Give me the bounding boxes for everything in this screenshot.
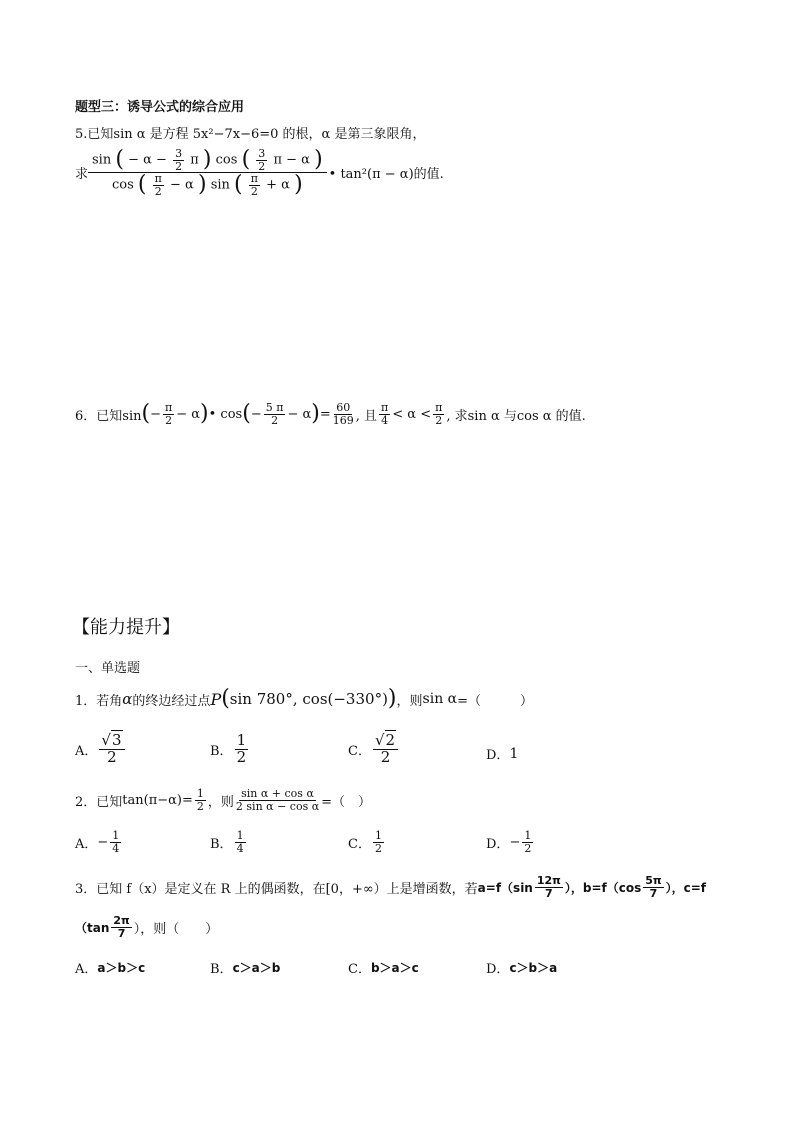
mc2-then: ，则 bbox=[207, 794, 234, 810]
q5-num-frac-bot: 2 bbox=[175, 159, 183, 173]
q5-num-sin: sin bbox=[92, 152, 112, 168]
q6-f4-top: π bbox=[381, 401, 389, 414]
option-label: C． bbox=[348, 836, 371, 852]
q5-num-frac2-top: 3 bbox=[258, 147, 266, 160]
mc2-option-d[interactable] bbox=[486, 830, 535, 854]
mc3-c-label: ），c=f bbox=[665, 880, 706, 895]
q5-den-frac-bot: 2 bbox=[154, 184, 162, 198]
mc3-stem: 3．已知 f（x）是定义在 R 上的偶函数，在[0，+∞）上是增函数，若 bbox=[75, 881, 478, 897]
mc2-option-a[interactable] bbox=[75, 830, 123, 854]
q6-f3-bot: 169 bbox=[332, 413, 354, 427]
mc3-a-top: 12π bbox=[536, 874, 561, 887]
mc1-alpha: α bbox=[122, 690, 133, 708]
option-text: a＞b＞c bbox=[97, 961, 146, 975]
option-label: A． bbox=[75, 836, 98, 852]
mc2-option-c[interactable] bbox=[348, 830, 386, 854]
q5-line1: 5.已知sin α 是方程 5x²−7x−6=0 的根，α 是第三象限角， bbox=[75, 127, 426, 142]
option-text: b＞a＞c bbox=[370, 961, 419, 975]
single-choice-heading: 一、单选题 bbox=[75, 661, 141, 676]
mc1-c-top: 2 bbox=[385, 731, 396, 749]
q6-f5-top: π bbox=[435, 401, 443, 414]
mc3-option-d[interactable] bbox=[486, 958, 557, 977]
mc1-option-b[interactable] bbox=[210, 733, 250, 766]
mc3-a-bot: 7 bbox=[545, 886, 553, 900]
q6-f2-bot: 2 bbox=[271, 413, 279, 427]
q6-a2: − α bbox=[176, 406, 201, 422]
option-sign: − bbox=[509, 834, 521, 850]
option-label: B． bbox=[210, 743, 233, 759]
mc3-b-top: 5π bbox=[645, 874, 662, 887]
mc1-sin-alpha: sin α bbox=[422, 691, 458, 707]
q5-main-fraction: sin ( − α − $\frac{3}{2}$ π ) cos ( $\frac{3}{2}$ π − α ) cos ( $\frac{\pi}{2}$ − α ) sin ( $\frac{\pi}{2}$ + α ) bbox=[88, 148, 327, 197]
mc1-c-bot: 2 bbox=[380, 747, 391, 766]
mc2-a-bot: 4 bbox=[112, 841, 120, 855]
mc3-option-a[interactable] bbox=[75, 958, 145, 977]
mc3-a-label: a=f（sin bbox=[477, 880, 533, 895]
mc2-c-top: 1 bbox=[374, 829, 382, 842]
mc1-b-bot: 2 bbox=[236, 747, 247, 766]
q6-b1: − bbox=[250, 406, 262, 422]
q6-lt: < α < bbox=[392, 406, 432, 422]
option-text: c＞a＞b bbox=[232, 961, 281, 975]
mc2-d-bot: 2 bbox=[524, 841, 532, 855]
mc1-option-c[interactable]: C． $\frac{√2}{2}$ bbox=[348, 733, 400, 766]
mc2-f-bot: 2 bbox=[196, 799, 204, 813]
q5-prefix: 求 bbox=[75, 167, 89, 183]
ability-heading: 【能力提升】 bbox=[72, 617, 180, 638]
mc2-a-top: 1 bbox=[112, 829, 120, 842]
option-sign: − bbox=[97, 834, 109, 850]
option-label: D． bbox=[486, 962, 510, 977]
mc2-e-top: sin α + cos α bbox=[241, 787, 314, 800]
q6-dot-cos: • cos bbox=[208, 406, 243, 422]
mc2-option-b[interactable] bbox=[210, 830, 248, 854]
option-label: C． bbox=[348, 962, 371, 977]
option-label: B． bbox=[210, 836, 233, 852]
option-label: C． bbox=[348, 743, 371, 759]
q6-eq: = bbox=[319, 406, 331, 422]
q6-f3-top: 60 bbox=[336, 401, 351, 414]
mc1-stem-end: ，则 bbox=[396, 693, 423, 709]
mc2-f-top: 1 bbox=[196, 787, 204, 800]
mc1-option-d[interactable] bbox=[486, 744, 518, 763]
mc1-stem: 1．若角 α 的终边经过点 P ( sin 780°, cos(−330°) ) ，则 sin α =（ ） bbox=[75, 686, 534, 711]
q5-den-tail: + α bbox=[266, 177, 290, 193]
q5-expression bbox=[75, 148, 444, 197]
mc3-line1 bbox=[75, 875, 706, 899]
mc1-a-top: 3 bbox=[111, 731, 122, 749]
q6-a1: − bbox=[150, 406, 161, 422]
option-label: D． bbox=[486, 836, 510, 852]
q6-f5-bot: 2 bbox=[435, 413, 443, 427]
option-text: c＞b＞a bbox=[509, 961, 558, 975]
mc3-line2-start: （tan bbox=[75, 920, 110, 935]
mc3-option-c[interactable] bbox=[348, 958, 419, 977]
mc2-b-bot: 4 bbox=[236, 841, 244, 855]
mc2-b-top: 1 bbox=[236, 829, 244, 842]
q5-den-frac-top: π bbox=[154, 172, 162, 186]
q6-f1-top: π bbox=[164, 401, 173, 414]
mc3-line2 bbox=[75, 915, 218, 939]
mc2-blank: =（ ） bbox=[321, 794, 372, 810]
q5-num-frac-top: 3 bbox=[175, 147, 183, 160]
q6-b2: − α bbox=[287, 406, 312, 422]
mc2-tan-expr: tan(π−α)= bbox=[122, 792, 193, 808]
mc3-b-label: ），b=f（cos bbox=[564, 880, 642, 895]
q5-num-cos: cos bbox=[215, 152, 238, 168]
q5-den-frac2-top: π bbox=[250, 172, 258, 186]
q5-den-frac2-bot: 2 bbox=[250, 184, 258, 198]
mc3-c-bot: 7 bbox=[117, 926, 126, 940]
option-label: A． bbox=[75, 962, 98, 977]
q5-num-frac2-bot: 2 bbox=[258, 159, 266, 173]
mc2-stem-start: 2．已知 bbox=[75, 794, 123, 810]
mc1-b-top: 1 bbox=[236, 731, 247, 749]
q5-den-mid: − α bbox=[170, 177, 194, 193]
mc1-stem-mid: 的终边经过点 bbox=[132, 693, 211, 709]
q5-den-cos: cos bbox=[111, 177, 134, 193]
q6-expression: 6．已知sin ( − $\frac{\pi}{2}$ − α ) • cos ( − $\frac{5 \pi}{2}$ − α ) = $\frac{60}{169}$ , 且 $\frac{\pi}{4}$ < α < $\frac{\pi}{2}$ , 求sin α 与cos α 的值. bbox=[75, 401, 586, 427]
q6-f1-bot: 2 bbox=[165, 413, 173, 427]
q6-f4-bot: 4 bbox=[381, 413, 389, 427]
mc1-point-args: sin 780°, cos(−330°) bbox=[229, 690, 388, 708]
q5-num-tail: π − α bbox=[273, 152, 310, 168]
mc2-c-bot: 2 bbox=[374, 841, 382, 855]
q5-num-mid: − α − bbox=[128, 152, 167, 168]
mc1-a-bot: 2 bbox=[107, 747, 117, 766]
mc2-stem bbox=[75, 788, 371, 812]
option-label: A． bbox=[75, 743, 98, 759]
mc3-b-bot: 7 bbox=[649, 886, 658, 900]
section-title: 题型三：诱导公式的综合应用 bbox=[75, 100, 245, 115]
mc1-option-a[interactable]: A． $\frac{√3}{2}$ bbox=[75, 733, 127, 766]
option-label: B． bbox=[210, 962, 233, 977]
q6-end: , 求sin α 与cos α 的值. bbox=[446, 408, 586, 424]
q6-and: , 且 bbox=[355, 408, 378, 424]
mc1-d-value: 1 bbox=[509, 745, 519, 762]
mc2-d-top: 1 bbox=[524, 829, 532, 842]
mc3-line2-end: ），则（ ） bbox=[133, 921, 219, 937]
q5-suffix: • tan²(π − α)的值. bbox=[328, 167, 444, 183]
mc1-blank: =（ ） bbox=[457, 693, 534, 709]
mc1-point: P bbox=[210, 689, 222, 709]
q6-start: 6．已知sin bbox=[75, 408, 142, 424]
q5-num-pi: π bbox=[190, 152, 199, 168]
option-label: D． bbox=[486, 748, 510, 763]
q6-f2-top: 5 π bbox=[265, 401, 284, 414]
mc1-stem-start: 1．若角 bbox=[75, 693, 123, 709]
q5-den-sin: sin bbox=[210, 177, 230, 193]
mc3-c-top: 2π bbox=[113, 914, 130, 927]
mc3-option-b[interactable] bbox=[210, 958, 280, 977]
mc2-e-bot: 2 sin α − cos α bbox=[235, 799, 320, 813]
